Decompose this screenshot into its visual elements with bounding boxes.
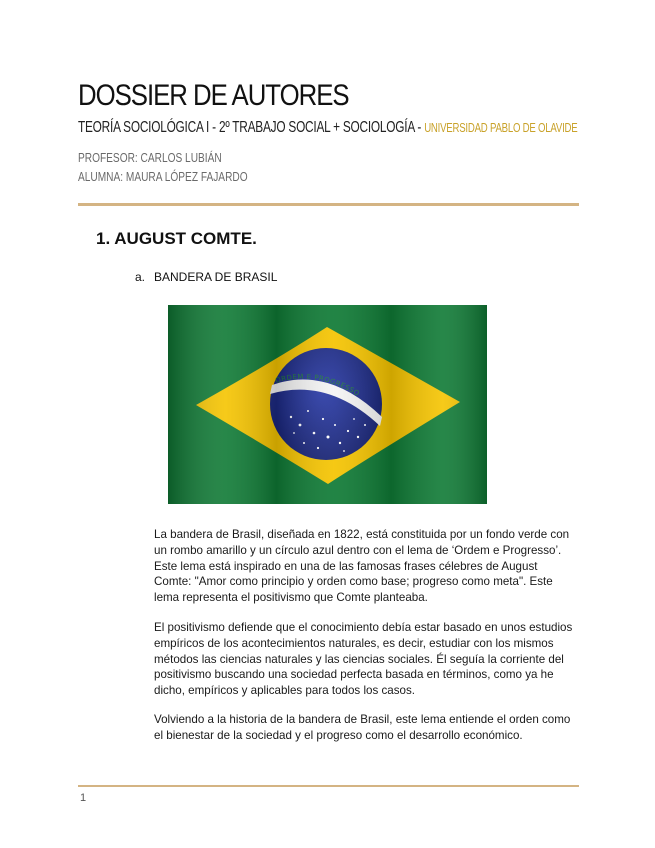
brazil-flag-image [168, 305, 487, 504]
section-heading: 1. AUGUST COMTE. [96, 229, 257, 248]
list-item-label: BANDERA DE BRASIL [154, 270, 278, 284]
university-label: UNIVERSIDAD PABLO DE OLAVIDE [424, 120, 578, 135]
list-marker: a. [135, 270, 146, 284]
list-item [135, 270, 277, 284]
professor-label: PROFESOR: CARLOS LUBIÁN [78, 150, 222, 165]
paragraph-positivism: El positivismo defiende que el conocimiento debía estar basado en unos estudios empíricos de los acontecimientos naturales, es decir, estudiar con los mismos métodos las ciencias naturales y las ciencias sociales. Él seguía la corriente del positivismo buscando una sociedad perfecta basada en términos, como ya he dicho, empíricos y aplicables para todos los casos. [154, 621, 573, 698]
course-label: TEORÍA SOCIOLÓGICA I - 2º TRABAJO SOCIAL + SOCIOLOGÍA - [78, 119, 425, 136]
student-label: ALUMNA: MAURA LÓPEZ FAJARDO [78, 169, 248, 184]
header-divider [78, 203, 579, 206]
page-number: 1 [80, 792, 87, 804]
paragraph-motto-meaning: Volviendo a la historia de la bandera de Brasil, este lema entiende el orden como el bienestar de la sociedad y el progreso como el desarrollo económico. [154, 713, 571, 742]
document-subtitle [78, 118, 577, 138]
document-title: DOSSIER DE AUTORES [78, 79, 349, 112]
footer-divider [78, 785, 579, 787]
paragraph-flag-history: La bandera de Brasil, diseñada en 1822, está constituida por un fondo verde con un rombo amarillo y un círculo azul dentro con el lema de ‘Ordem e Progresso’. Este lema está inspirado en una de las famosas frases célebres de August Comte: "Amor como principio y orden como base; progreso como meta". Este lema representa el positivismo que Comte planteaba. [154, 528, 570, 605]
